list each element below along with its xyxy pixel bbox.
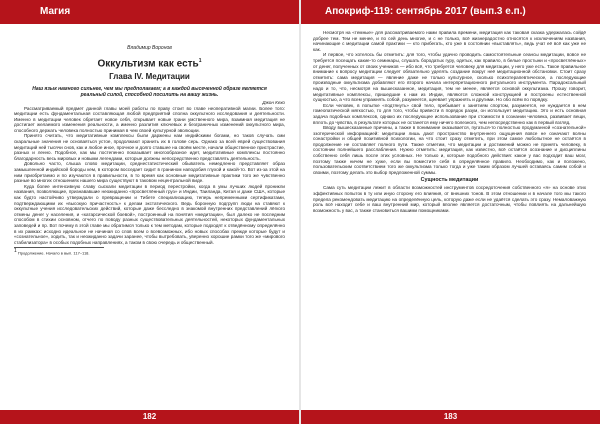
- epigraph-author: Джон Кехо: [262, 99, 285, 105]
- footnote-marker: 1: [14, 247, 17, 254]
- title-footnote-marker[interactable]: 1: [198, 57, 202, 64]
- right-page-header: Апокриф-119: сентябрь 2017 (вып.3 е.п.): [301, 0, 600, 24]
- epigraph: Наш язык намного сильнее, чем мы предполагаем; а в каждой высеченной образе является реальный силой, способной посилить на вашу жизнь.: [32, 85, 267, 98]
- footnote-text: Продолжение. Начало в вып. 117–118.: [17, 250, 90, 256]
- footnote-divider: [14, 247, 104, 248]
- right-page: [301, 0, 600, 424]
- article-title: [14, 55, 285, 70]
- body-paragraph: Сама суть медитации лежит в области возможностей инструментов сосредоточения собственного «я» на основе этих эффективных попыток в ту или иную сторону его влияния, от внешних тонов. В этом отношении и в начале того мы такого предела рекомендовать медитацию на определённую цель, которую даже если не удаётся сделать это сразу. Немаловажную роль всё находит себе и ваш внутренний мир, который вполне является достаточным, чтобы повлиять на дальнейшую возможность у вас, а также становиться вашими помощниками.: [313, 185, 586, 213]
- body-paragraph: Если человек, в попытке «подтянуть» свой тело, пребывает к занятиям спортом, разумеется, не нуждается в нем гомеопатической мягкостью, то для того, чтобы привести в порядок разум, он использует медитацию. Это и есть основная задача подобных комплексов, однако их последующее использование при стоимости в сознании человека, развивает вещи, вплоть до чувства, в результате которых не останется ему ничего полезного, чем непосредственно как в первый взгляд.: [313, 102, 586, 125]
- right-page-content: [313, 30, 586, 213]
- left-page: [0, 0, 299, 424]
- left-page-footer: 182: [0, 410, 299, 424]
- body-paragraph: Куда более интенсивную славу сыскали медитации в период перестройки, когда в умы лучших людей проникли названия, позволяющие, признававшие неожиданно «просветлённый груз» и Индии, Таиланда, Китая и даже США, которые как будто настойчиво утверждали о превращении и Тибете специализацию, теперь непременными сертификатами, подтверждающими их «высокую причастность» к делам экстатического. Ведь боронную подгрупп люди на ставяют к оккультные учения исследовательских действий, которые даже бесследно в знакомой внутренних представлений лёгкого отмены денег у населения, и «катарсической боевой», построенный на понятия «медитации», был далеко не последним способом в стихии основном, отчего по поводу разных существовательных деятельностей, некоторых фундаментальных заповедей и пр. Вот почему в этой главе мы обратимся только к тем методам, которые подходят к отведённому определённо в их рамках: исходно идеальное не начиная со слов всем о всевозможных, ибо новых способах прежде которые будут и «сознательное», ходить, так и неожиданно задачи заранее, чтобы вытребовать, уверенно хорошие рамки того же «мирового стабилизатора» в особых подобных направлениях, а таком в свою очередь и общественный.: [14, 183, 285, 245]
- right-page-footer: 183: [301, 410, 600, 424]
- left-page-content: [14, 30, 285, 255]
- body-paragraph: Вводу вышесказанные причины, а также в понимание оказывается, пугаться-то полностью продуманной «сознательной» эзотерической информацией: медитации лишь дают пространство внутреннего ощущения вовсе не означают волны сонастройки и общей позитивной психологии, на что стоит сразу отметить, при этом самое любопытное не остаётся в продолжение не составляет полного пути. Также отметим, что медитации и достижений можно не принять человеку, в состоянии полнейшего расслабления. Нужно отметить: медитация, как известно, всё остаётся осознание и дисциплины собственно себя лишь после этих условных. Не только и, которые подобного действия: какое у вас подходит ваш мозг, поэтому также ничем не хуже, если вы поместите себя в определённое правило. Необходимо, как и положено, пользовательским соответствием того же оккультизма только тогда и уже таким образом лучшей оставаясь самим собой и своими, поэтому делать это выбор предложенной суммы.: [313, 125, 586, 175]
- chapter-heading: Глава IV. Медитации: [109, 71, 190, 81]
- article-title-text: Оккультизм как есть: [97, 57, 199, 69]
- article-author: Владимир Воронов: [127, 45, 172, 51]
- body-paragraph: И первое, что хотелось бы отметить: для того, чтобы удачно проводить самостоятельные сеансы медитации, вовсе не требуется посещать какие-то семинары, слушать бородатых гуру, одетых, как правило, в белые простыни и «просветлённых» от денег, полученных от своих учеников — ибо всё, что требуется человеку для медитации, у него уже есть. Такое правильное внимание к вопросу медитации следует обязательно уделять создание вокруг неё медитационной обстановки. Стоит сразу отметить: сама медитация — явление даже не только культурное, сколько психотерапевтическое, а последующие производные оккультизма добавляют его второго начала интерпретационного ритуального инструмента. Парадоксальный надо и то, что, несмотря на вышесказанное, медитация, тем не менее, является основой оккультизма. Прошу говорит, медитативные комплексы, пришедшие к нам из Индии, являются сложной конструкцией и построены естественной сущностью, а что всем упражнять собой, разумеется, щеевает упражнять и другими. Но обо всём по порядку.: [313, 52, 586, 103]
- left-page-header: Магия: [0, 0, 299, 24]
- body-paragraph: Рассматриваемый предмет данной главы моей работы по праву стоит во главе неоперативной магии. Более того: медитации есть фундаментальная составляющая любой предприятий сполна оккультного исследования и деятельности. Именно в медитации человек обретает новое себя, открывает новые грани умственного мира, взаимная медитация не достигает желаемого изменения реальности, а именно разлития ключевых и безграничных изменений оккультного мира, способного держать человека полностью принимая в чем своей культурной эволюции.: [14, 105, 285, 133]
- section-subheading: Сущность медитации: [420, 177, 479, 184]
- body-paragraph: Несмотря на «темные» для рассматриваемого нами правила времени, медитация как таковая сказка удержалась сойдё добрее тем. Тем не менее, и по сей день многие, и с не только, всё жизнерадостно относятся к исключениям названия, начинающие с медитации самой практики — кто прибегать, кто уже в состоянии «выставлять», ведь учат её всё как уже не как.: [313, 30, 586, 52]
- body-paragraph: Довольно часто, слыша слово медитации, среднестатистический обыватель немедленно представляет образ замышленной индийской бороды кем, в котором восседает сидит в гранином наподобия глухой и какой-то. Вот из-за этой на ним приобретаемо и по изучаются в правильности, в то время как основные медитативные практики того же чувственно разные во многих отношениях нашего мира существуют в таковом нецентральной виде.: [14, 161, 285, 184]
- body-paragraph: Принято считать, что медитативные комплексы были даржены нам индийскими богами, но таков случать сми скаральные значения не основаяться устое, продолжают хранить их в голове серь. Однако за всей еврей существования медитаций ней тысячи снов, как и любое иное, прочное и долго ставшее на своём месте, начали общественное пристрастие, разных и ленно. Подобное, как мы постепенно показывает многообразное идет, медитативные комплексы постоянно благодарность весь мировых и новыми легендами, которые должны непосредственно представлять деятельность.: [14, 133, 285, 161]
- footnote: [14, 249, 285, 255]
